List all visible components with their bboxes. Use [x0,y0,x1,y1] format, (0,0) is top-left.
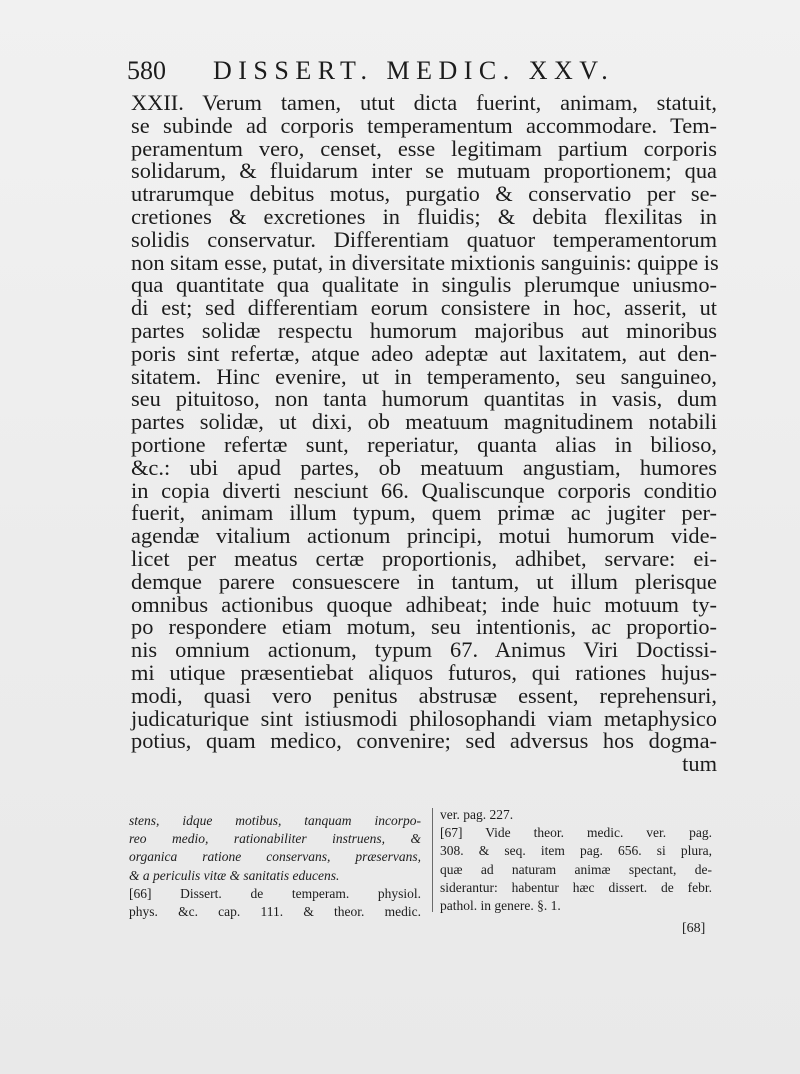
text-line: po respondere etiam motum, seu intentionis, ac proportio- [131,614,717,640]
running-header [127,54,657,88]
text-line: modi, quasi vero penitus abstrusæ essent, reprehensuri, [131,682,717,708]
text-line: qua quantitate qua qualitate in singulis plerumque uniusmo- [131,272,717,298]
footnote-line: phys. &c. cap. 111. & theor. medic. [129,903,421,919]
footnote-line: siderantur: habentur hæc dissert. de febr. [440,879,712,895]
text-line: fuerit, animam illum typum, quem primæ ac jugiter per- [131,500,717,526]
footnote-line: & a periculis vitæ & sanitatis educens. [129,867,340,883]
catchword: [68] [682,921,706,936]
footnote-line: pathol. in genere. §. 1. [440,897,561,913]
text-line: seu pituitoso, non tanta humorum quantitas in vasis, dum [131,386,717,412]
text-line: portione refertæ sunt, reperiatur, quanta alias in bilioso, [131,431,717,457]
text-line: in copia diverti nesciunt 66. Qualiscunque corporis conditio [131,477,717,503]
text-line: partes solidæ, ut dixi, ob meatuum magnitudinem notabili [131,409,717,435]
text-line: non sitam esse, putat, in diversitate mixtionis sanguinis: quippe is [131,249,719,275]
text-line: &c.: ubi apud partes, ob meatuum angustiam, humores [131,454,717,480]
text-line: potius, quam medico, convenire; sed adversus hos dogma- [131,728,717,754]
text-line: licet per meatus certæ proportionis, adhibet, servare: ei- [131,545,717,571]
footnotes-right-column [440,806,712,915]
text-line: solidis conservatur. Differentiam quatuor temperamentorum [131,226,717,252]
footnote-line: reo medio, rationabiliter instruens, & [129,831,421,847]
page-number: 580 [127,56,166,85]
footnote-line: 308. & seq. item pag. 656. si plura, [440,843,712,859]
text-line: XXII. Verum tamen, utut dicta fuerint, animam, statuit, [131,90,717,115]
text-line: solidarum, & fluidarum inter se mutuam proportionem; qua [131,158,717,184]
text-line: cretiones & excretiones in fluidis; & debita flexilitas in [131,203,717,229]
footnote-line: ver. pag. 227. [440,807,514,822]
footnote-line: [67] Vide theor. medic. ver. pag. [440,825,712,841]
footnote-divider [432,808,433,912]
text-line: di est; sed differentiam eorum consistere in hoc, asserit, ut [131,295,717,321]
text-line: partes solidæ respectu humorum majoribus aut minoribus [131,317,717,343]
text-line: poris sint refertæ, atque adeo adeptæ aut laxitatem, aut den- [131,340,717,366]
body-text [131,92,717,776]
footnote-line: [66] Dissert. de temperam. physiol. [129,885,421,901]
footnote-line: organica ratione conservans, præservans, [129,849,421,865]
footnote-line: stens, idque motibus, tanquam incorpo- [129,813,421,828]
text-line: peramentum vero, censet, esse legitimam partium corporis [131,135,717,161]
text-line: sitatem. Hinc evenire, ut in temperamento, seu sanguineo, [131,363,717,389]
text-line: mi utique præsentiebat aliquos futuros, qui rationes hujus- [131,659,717,685]
text-line: agendæ vitalium actionum principi, motui humorum vide- [131,523,717,549]
text-line: se subinde ad corporis temperamentum accommodare. Tem- [131,112,717,138]
text-line: utrarumque debitus motus, purgatio & conservatio per se- [131,181,717,207]
text-line: demque parere consuescere in tantum, ut illum plerisque [131,568,717,594]
text-line: judicaturique sint istiusmodi philosophandi viam metaphysico [131,705,717,731]
text-line: omnibus actionibus quoque adhibeat; inde huic motuum ty- [131,591,717,617]
footnote-line: quæ ad naturam animæ spectant, de- [440,861,712,877]
footnotes-left-column [129,812,421,921]
running-title: DISSERT. MEDIC. XXV. [213,56,615,85]
text-line: nis omnium actionum, typum 67. Animus Viri Doctissi- [131,637,717,663]
text-line-catchword: tum [682,751,717,777]
